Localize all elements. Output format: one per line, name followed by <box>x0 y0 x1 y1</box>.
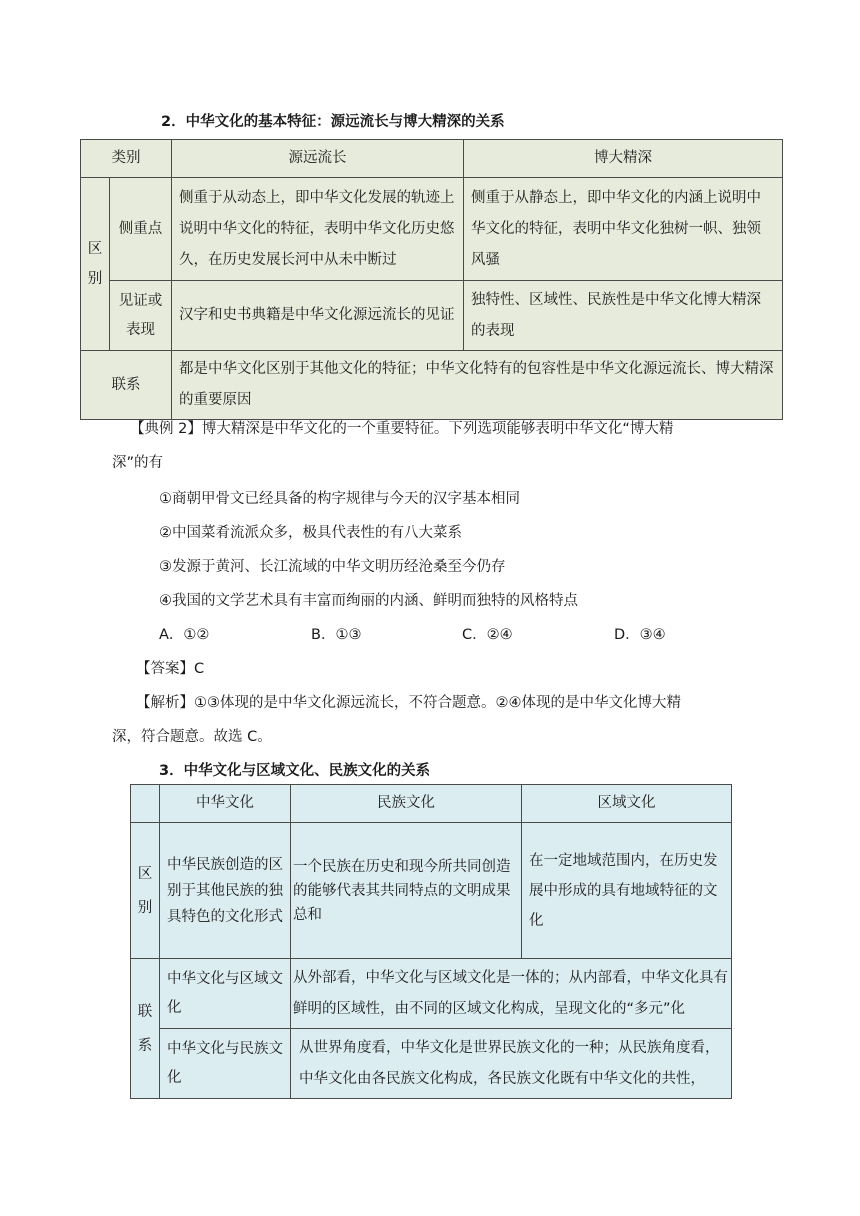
header-blank <box>131 785 160 823</box>
header-col2: 博大精深 <box>464 140 783 178</box>
list-item: ①商朝甲骨文已经具备的构字规律与今天的汉字基本相同 <box>159 491 520 507</box>
header-col1: 源远流长 <box>172 140 464 178</box>
option-d: D．③④ <box>614 627 666 643</box>
relation-header-row <box>131 785 732 823</box>
example-question-cont: 深”的有 <box>112 455 164 471</box>
row-label: 侧重点 <box>110 178 172 281</box>
relation-table <box>130 784 732 1099</box>
table-cell: 侧重于从动态上，即中华文化发展的轨迹上说明中华文化的特征，表明中华文化历史悠久，在历史发展长河中从未中断过 <box>172 178 464 281</box>
header-regional: 区域文化 <box>522 785 732 823</box>
table-cell: 侧重于从静态上，即中华文化的内涵上说明中华文化的特征，表明中华文化独树一帜、独领风骚 <box>464 178 783 281</box>
header-ethnic: 民族文化 <box>291 785 522 823</box>
table-row <box>131 1029 732 1099</box>
diff-label: 区别 <box>131 823 160 959</box>
list-item: ③发源于黄河、长江流域的中华文明历经沧桑至今仍存 <box>159 559 506 575</box>
table-row <box>81 281 783 351</box>
section-3-heading: 3．中华文化与区域文化、民族文化的关系 <box>159 763 431 779</box>
list-item: ④我国的文学艺术具有丰富而绚丽的内涵、鲜明而独特的风格特点 <box>159 593 578 609</box>
table-cell: 在一定地域范围内，在历史发展中形成的具有地域特征的文化 <box>522 823 732 959</box>
link-label: 联系 <box>81 351 172 420</box>
row-label: 中华文化与区域文化 <box>160 959 291 1029</box>
table-cell: 汉字和史书典籍是中华文化源远流长的见证 <box>172 281 464 351</box>
option-b: B．①③ <box>311 627 362 643</box>
link-label: 联系 <box>131 959 160 1099</box>
table-row <box>81 178 783 281</box>
features-header-row <box>81 140 783 178</box>
table-cell: 一个民族在历史和现今所共同创造的能够代表其共同特点的文明成果总和 <box>291 823 522 959</box>
row-label: 中华文化与民族文化 <box>160 1029 291 1099</box>
table-row <box>131 823 732 959</box>
table-cell: 独特性、区域性、民族性是中华文化博大精深的表现 <box>464 281 783 351</box>
table-cell: 从外部看，中华文化与区域文化是一体的；从内部看，中华文化具有鲜明的区域性，由不同的区域文化构成，呈现文化的“多元”化 <box>291 959 732 1029</box>
table-row <box>81 351 783 420</box>
option-c: C．②④ <box>462 627 513 643</box>
analysis-cont: 深，符合题意。故选 C。 <box>112 729 272 745</box>
table-cell: 从世界角度看，中华文化是世界民族文化的一种；从民族角度看，中华文化由各民族文化构成，各民族文化既有中华文化的共性， <box>291 1029 732 1099</box>
features-table <box>80 139 783 420</box>
table-row <box>131 959 732 1029</box>
header-chinese: 中华文化 <box>160 785 291 823</box>
table-cell: 中华民族创造的区别于其他民族的独具特色的文化形式 <box>160 823 291 959</box>
row-label: 见证或表现 <box>110 281 172 351</box>
option-a: A．①② <box>159 627 210 643</box>
list-item: ②中国菜肴流派众多，极具代表性的有八大菜系 <box>159 525 462 541</box>
header-category: 类别 <box>81 140 172 178</box>
example-question: 【典例 2】博大精深是中华文化的一个重要特征。下列选项能够表明中华文化“博大精 <box>130 421 674 437</box>
answer: 【答案】C <box>136 661 205 677</box>
analysis: 【解析】①③体现的是中华文化源远流长，不符合题意。②④体现的是中华文化博大精 <box>136 695 681 711</box>
link-text: 都是中华文化区别于其他文化的特征；中华文化特有的包容性是中华文化源远流长、博大精深的重要原因 <box>172 351 783 420</box>
section-2-heading: 2．中华文化的基本特征：源远流长与博大精深的关系 <box>161 114 505 130</box>
group-label-diff: 区别 <box>81 178 110 351</box>
